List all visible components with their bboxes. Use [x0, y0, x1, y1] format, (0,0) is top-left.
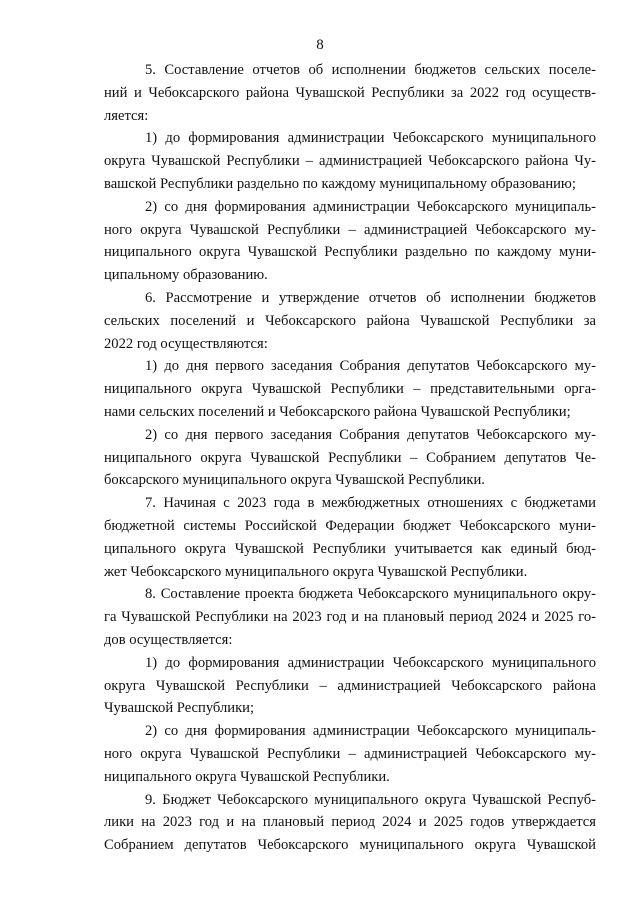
document-body [104, 59, 596, 857]
text-line: 8. Составление проекта бюджета Чебоксарского муниципального окру- [145, 586, 596, 603]
text-line: 5. Составление отчетов об исполнении бюджетов сельских поселе- [145, 62, 596, 78]
text-line: 9. Бюджет Чебоксарского муниципального округа Чувашской Респуб- [145, 791, 596, 808]
text-line: вашской Республики раздельно по каждому муниципальному образованию; [104, 175, 576, 192]
text-line: ниципального округа Чувашской Республики – представительными орга- [104, 381, 596, 398]
text-line: 1) до формирования администрации Чебоксарского муниципального [145, 654, 596, 671]
text-line: 1) до дня первого заседания Собрания депутатов Чебоксарского му- [145, 358, 596, 375]
text-line: лики на 2023 год и на плановый период 2024 и 2025 годов утверждается [104, 814, 596, 831]
text-line: боксарского муниципального округа Чувашской Республики. [104, 472, 485, 489]
text-line: 2) со дня первого заседания Собрания депутатов Чебоксарского му- [145, 426, 596, 443]
text-line: 1) до формирования администрации Чебоксарского муниципального [145, 130, 596, 147]
text-line: 2) со дня формирования администрации Чебоксарского муниципаль- [145, 723, 596, 740]
text-line: 7. Начиная с 2023 года в межбюджетных отношениях с бюджетами [145, 495, 596, 512]
text-line: 2) со дня формирования администрации Чебоксарского муниципаль- [145, 198, 596, 215]
text-line: ного округа Чувашской Республики – администрацией Чебоксарского му- [104, 221, 596, 238]
page-number: 8 [316, 37, 324, 53]
text-line: ний и Чебоксарского района Чувашской Республики за 2022 год осуществ- [104, 84, 596, 101]
text-line: ципального округа Чувашской Республики учитывается как единый бюд- [104, 540, 596, 557]
text-line: дов осуществляется: [104, 631, 233, 648]
text-line: ного округа Чувашской Республики – администрацией Чебоксарского му- [104, 745, 596, 762]
text-line: Чувашской Республики; [104, 700, 255, 717]
text-line: ниципального округа Чувашской Республики. [104, 768, 390, 785]
text-line: 6. Рассмотрение и утверждение отчетов об исполнении бюджетов [145, 289, 596, 306]
text-line: сельских поселений и Чебоксарского района Чувашской Республики за [104, 312, 596, 329]
text-line: ниципального округа Чувашской Республики – Собранием депутатов Че- [104, 449, 596, 466]
text-line: ципальному образованию. [104, 267, 268, 284]
text-line: ниципального округа Чувашской Республики раздельно по каждому муни- [104, 244, 596, 261]
text-line: нами сельских поселений и Чебоксарского района Чувашской Республики; [104, 403, 571, 420]
text-line: округа Чувашской Республики – администрацией Чебоксарского района [104, 677, 596, 694]
text-line: 2022 год осуществляются: [104, 335, 268, 352]
text-line: га Чувашской Республики на 2023 год и на плановый период 2024 и 2025 го- [104, 609, 596, 626]
text-line: ляется: [104, 107, 149, 124]
text-line: Собранием депутатов Чебоксарского муниципального округа Чувашской [104, 837, 596, 854]
text-line: жет Чебоксарского муниципального округа Чувашской Республики. [104, 563, 528, 580]
text-line: бюджетной системы Российской Федерации бюджет Чебоксарского муни- [104, 517, 596, 534]
text-line: округа Чувашской Республики – администрацией Чебоксарского района Чу- [104, 153, 596, 170]
